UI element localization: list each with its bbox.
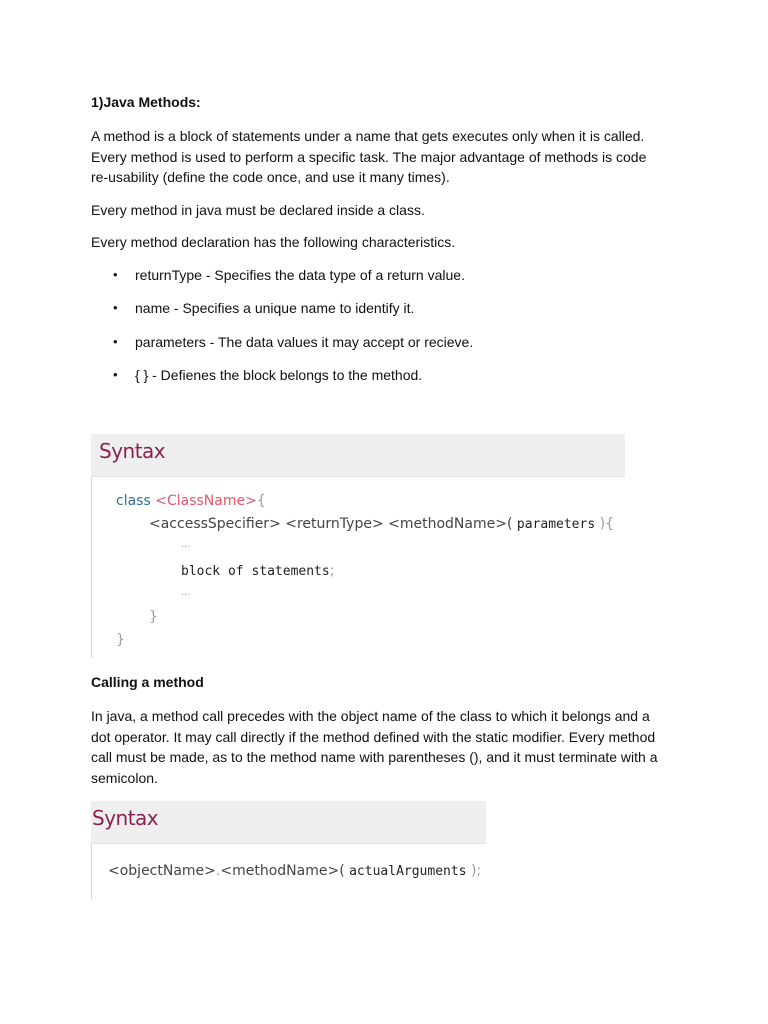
list-item: • name - Specifies a unique name to identify it. (135, 298, 661, 318)
class-keyword: class (116, 493, 151, 509)
statement-semicolon: ; (329, 563, 335, 579)
section-heading-calling-method: Calling a method (91, 674, 204, 690)
ellipsis-top: ... (181, 539, 191, 550)
dot-operator: . (215, 863, 221, 879)
class-name-placeholder: <ClassName> (155, 493, 257, 509)
syntax-title: Syntax (91, 434, 625, 477)
class-close-brace: } (116, 632, 125, 648)
list-item: • { } - Defienes the block belongs to the method. (135, 365, 661, 385)
declaration-paragraph: Every method in java must be declared inside a class. (91, 201, 425, 218)
method-open-brace: ){ (599, 516, 614, 532)
method-name-placeholder: <methodName>( (220, 863, 345, 879)
block-statements-text: block of statements (181, 564, 330, 579)
characteristics-paragraph: Every method declaration has the following characteristics. (91, 234, 456, 250)
parameters-text: parameters (516, 517, 596, 532)
call-syntax-image (91, 801, 486, 899)
list-item: • returnType - Specifies the data type of a return value. (135, 265, 661, 285)
ellipsis-bottom: ... (181, 587, 191, 598)
call-terminator: ); (470, 863, 482, 879)
actual-arguments-text: actualArguments (349, 864, 467, 879)
syntax-title: Syntax (91, 801, 486, 844)
syntax-code-block (91, 844, 486, 899)
block-statements-line (181, 563, 334, 579)
access-specifier-placeholder: <accessSpecifier> (149, 516, 281, 532)
class-line (116, 493, 266, 509)
calling-paragraph: In java, a method call precedes with the object name of the class to which it belongs and a dot operator. It may call directly if the method defined with the static modifier. Every method call must be made, as to the method name with parentheses (), and it must terminate with a semicolon. (91, 708, 658, 786)
class-open-brace: { (256, 493, 266, 509)
object-name-placeholder: <objectName> (108, 863, 216, 879)
document-page (91, 93, 661, 399)
call-line (108, 863, 481, 879)
characteristics-list (91, 265, 661, 386)
method-close-brace: } (149, 609, 158, 625)
list-item: • parameters - The data values it may accept or recieve. (135, 332, 661, 352)
return-type-placeholder: <returnType> (285, 516, 384, 532)
section-heading-java-methods: 1)Java Methods: (91, 94, 201, 110)
method-syntax-image (91, 434, 625, 658)
intro-paragraph: A method is a block of statements under a name that gets executes only when it is called. Every method is used to perform a specific task. The major advantage of methods is code re-usability (define the code once, and use it many times). (91, 128, 647, 185)
method-name-placeholder: <methodName>( (388, 516, 513, 532)
method-signature-line (149, 516, 614, 532)
calling-method-section (91, 673, 661, 800)
syntax-code-block (91, 477, 625, 658)
